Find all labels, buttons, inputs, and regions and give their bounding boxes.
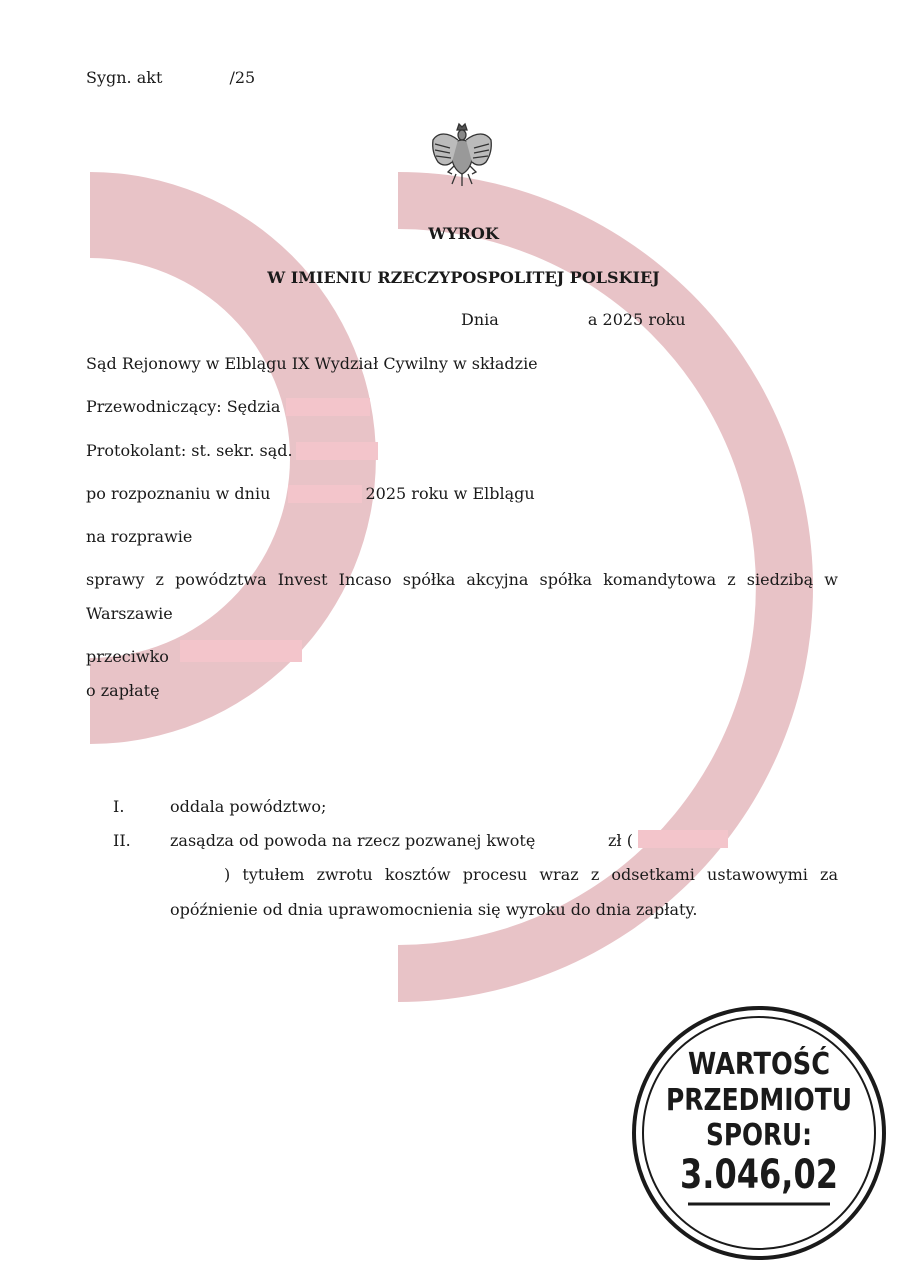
hearing-prefix: po rozpoznaniu w dniu (86, 484, 271, 503)
ruling-text: zł ( (608, 831, 633, 850)
redaction-block (296, 442, 378, 460)
case-line-2: Warszawie (86, 604, 173, 623)
redaction-block (286, 398, 370, 416)
ruling-text: zasądza od powoda na rzecz pozwanej kwotę (170, 831, 536, 850)
date-prefix: Dnia (461, 310, 499, 329)
clerk-line (86, 441, 293, 461)
stamp-line-2: PRZEDMIOTU (666, 1083, 852, 1118)
against-label: przeciwko (86, 647, 169, 666)
polish-eagle-emblem (430, 118, 494, 188)
presiding-line (86, 397, 280, 417)
ruling-number: I. (113, 797, 125, 816)
redaction-block (180, 640, 302, 662)
case-reference (86, 68, 255, 88)
court-line: Sąd Rejonowy w Elblągu IX Wydział Cywilny w składzie (86, 354, 538, 373)
presiding-label: Przewodniczący: Sędzia (86, 397, 281, 416)
dispute-value-stamp (630, 1004, 890, 1264)
document-subtitle: W IMIENIU RZECZYPOSPOLITEJ POLSKIEJ (267, 268, 660, 287)
redaction-block (288, 485, 362, 503)
stamp-value: 3.046,02 (680, 1152, 838, 1198)
ruling-text: ) tytułem zwrotu kosztów procesu wraz z odsetkami ustawowymi za (224, 865, 838, 884)
case-ref-prefix: Sygn. akt (86, 68, 163, 87)
clerk-label: Protokolant: st. sekr. sąd. (86, 441, 293, 460)
case-line-1: sprawy z powództwa Invest Incaso spółka akcyjna spółka komandytowa z siedzibą w (86, 570, 838, 589)
subject-line: o zapłatę (86, 681, 160, 700)
hearing-suffix: 2025 roku w Elblągu (365, 484, 535, 503)
redaction-block (638, 830, 728, 848)
case-ref-suffix: /25 (229, 68, 256, 87)
ruling-text: oddala powództwo; (170, 797, 327, 816)
stamp-line-1: WARTOŚĆ (688, 1047, 855, 1082)
against-line (86, 647, 169, 667)
date-line (461, 310, 686, 330)
stamp-line-3: SPORU: (706, 1118, 812, 1153)
ruling-number: II. (113, 831, 131, 850)
date-suffix: a 2025 roku (587, 310, 686, 329)
on-hearing-line: na rozprawie (86, 527, 193, 546)
document-title: WYROK (428, 224, 499, 243)
ruling-text: opóźnienie od dnia uprawomocnienia się wyroku do dnia zapłaty. (170, 900, 698, 919)
